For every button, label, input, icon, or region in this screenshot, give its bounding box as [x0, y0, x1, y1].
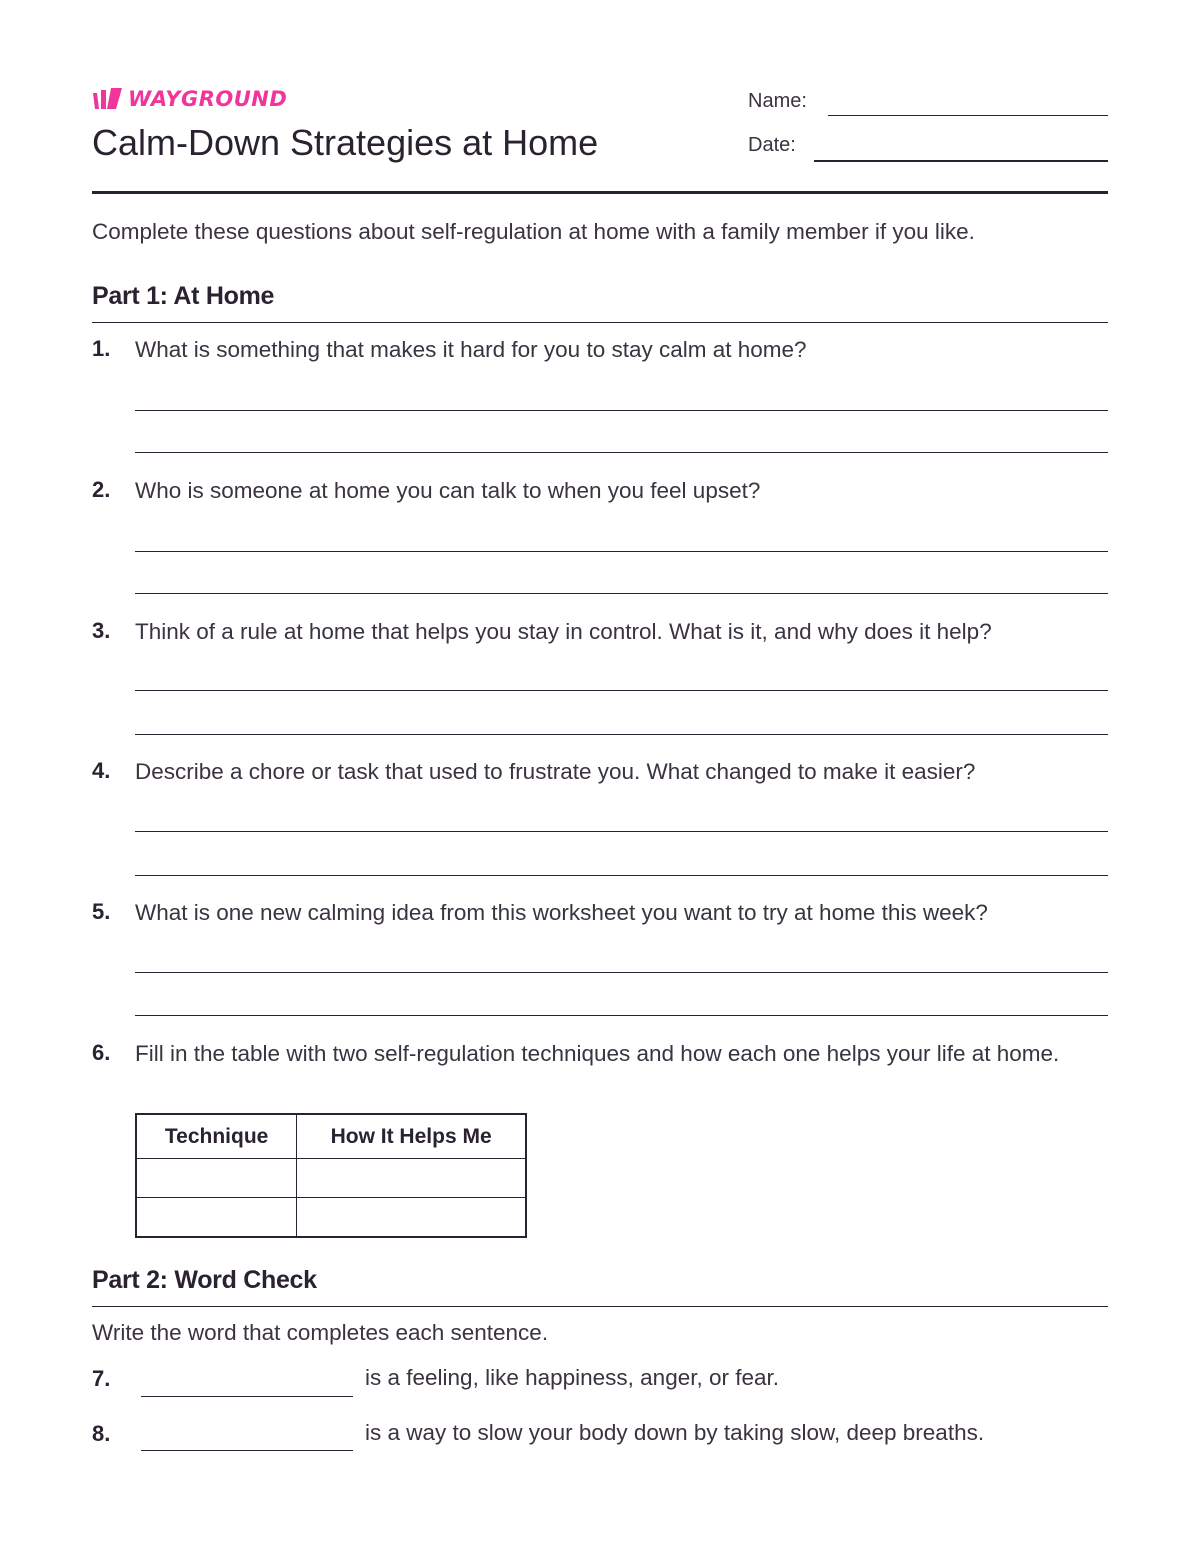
- table-row: [136, 1198, 526, 1238]
- question-5-number: 5.: [92, 899, 111, 924]
- question-3-text: Think of a rule at home that helps you stay in control. What is it, and why does it help?: [135, 619, 992, 644]
- table-header-how-it-helps: How It Helps Me: [297, 1114, 526, 1159]
- date-label: Date:: [748, 134, 796, 156]
- intro-text: Complete these questions about self-regulation at home with a family member if you like.: [92, 219, 975, 244]
- brand-logo: [92, 86, 287, 112]
- question-5-answer-line[interactable]: [135, 972, 1108, 973]
- question-4-number: 4.: [92, 758, 111, 783]
- question-4-answer-line[interactable]: [135, 875, 1108, 876]
- table-header-row: [136, 1114, 526, 1159]
- table-header-technique: Technique: [136, 1114, 297, 1159]
- question-5-answer-line[interactable]: [135, 1015, 1108, 1016]
- table-cell[interactable]: [136, 1159, 297, 1198]
- name-label: Name:: [748, 90, 807, 112]
- question-1-text: What is something that makes it hard for you to stay calm at home?: [135, 337, 807, 362]
- question-6-number: 6.: [92, 1040, 111, 1065]
- question-8-blank[interactable]: [141, 1450, 353, 1451]
- question-7-text: is a feeling, like happiness, anger, or fear.: [365, 1365, 780, 1390]
- question-2-number: 2.: [92, 477, 111, 502]
- part2-instructions: Write the word that completes each sentence.: [92, 1320, 549, 1345]
- technique-table: [135, 1113, 527, 1238]
- part1-divider: [92, 322, 1108, 323]
- wayground-logo-icon: [92, 87, 122, 111]
- question-3-number: 3.: [92, 618, 111, 643]
- question-8-number: 8.: [92, 1421, 111, 1446]
- date-field[interactable]: [814, 160, 1108, 162]
- question-4-text: Describe a chore or task that used to frustrate you. What changed to make it easier?: [135, 759, 976, 784]
- question-2-answer-line[interactable]: [135, 551, 1108, 552]
- part1-heading: Part 1: At Home: [92, 282, 275, 310]
- question-7-blank[interactable]: [141, 1396, 353, 1397]
- table-cell[interactable]: [297, 1159, 526, 1198]
- table-cell[interactable]: [297, 1198, 526, 1238]
- question-4-answer-line[interactable]: [135, 831, 1108, 832]
- question-3-answer-line[interactable]: [135, 690, 1108, 691]
- question-1-answer-line[interactable]: [135, 452, 1108, 453]
- worksheet-title: Calm-Down Strategies at Home: [92, 122, 599, 163]
- part2-divider: [92, 1306, 1108, 1307]
- brand-name: WAYGROUND: [128, 87, 288, 111]
- question-1-answer-line[interactable]: [135, 410, 1108, 411]
- question-1-number: 1.: [92, 336, 111, 361]
- question-2-text: Who is someone at home you can talk to when you feel upset?: [135, 478, 761, 503]
- question-6-text: Fill in the table with two self-regulation techniques and how each one helps your life at home.: [135, 1041, 1060, 1066]
- table-row: [136, 1159, 526, 1198]
- part2-heading: Part 2: Word Check: [92, 1266, 317, 1294]
- question-3-answer-line[interactable]: [135, 734, 1108, 735]
- question-5-text: What is one new calming idea from this worksheet you want to try at home this week?: [135, 900, 988, 925]
- header-divider: [92, 191, 1108, 194]
- name-field[interactable]: [828, 115, 1108, 116]
- table-cell[interactable]: [136, 1198, 297, 1238]
- question-2-answer-line[interactable]: [135, 593, 1108, 594]
- question-7-number: 7.: [92, 1366, 111, 1391]
- question-8-text: is a way to slow your body down by taking slow, deep breaths.: [365, 1420, 985, 1445]
